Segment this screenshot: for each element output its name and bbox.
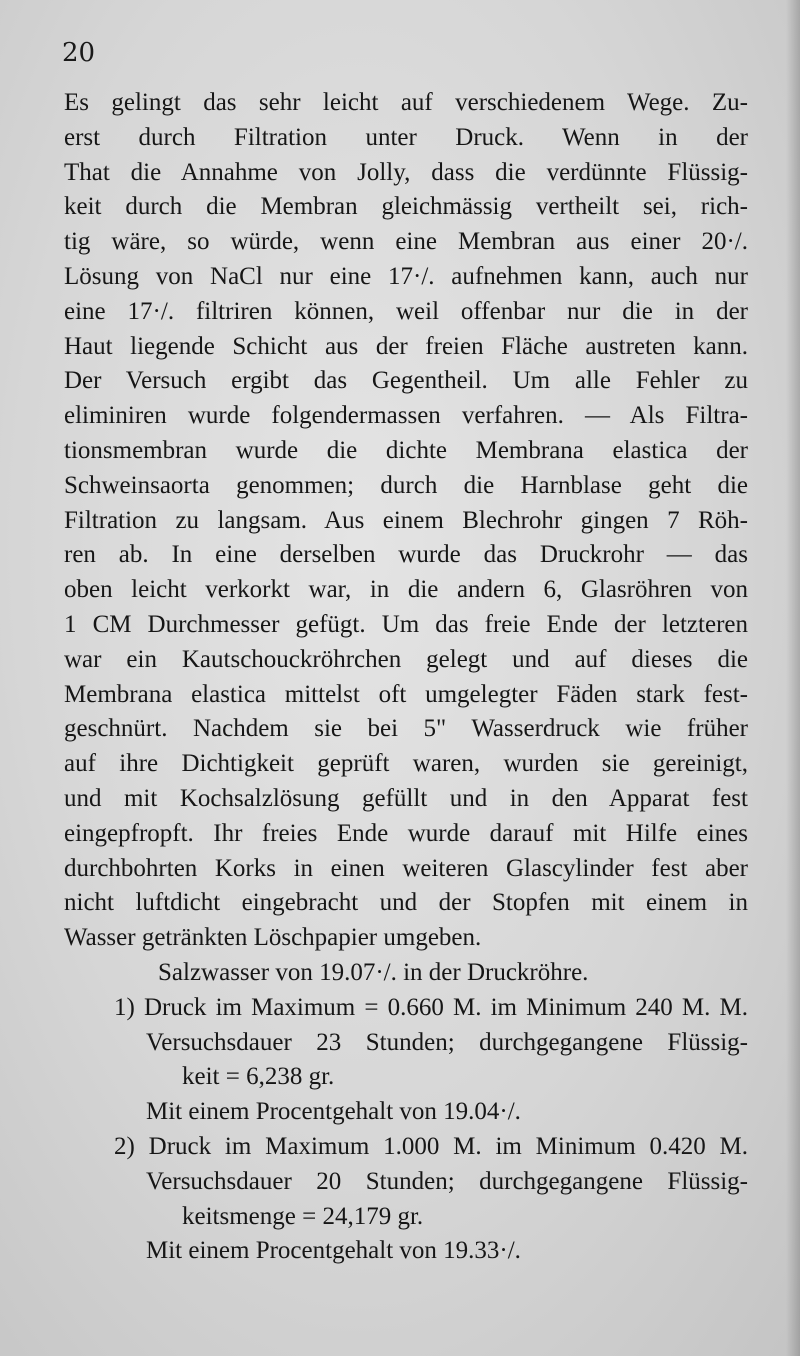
text-line: Membrana elastica mittelst oft umgelegter Fäden stark fest-: [64, 680, 748, 708]
experiment-2-line-3: keitsmenge = 24,179 gr.: [182, 1202, 424, 1230]
experiment-1-line-3: keit = 6,238 gr.: [182, 1063, 335, 1091]
text-line: Filtration zu langsam. Aus einem Blechrohr gingen 7 Röh-: [64, 506, 748, 534]
signature-mark: [218, 1280, 225, 1305]
text-line: 1 CM Durchmesser gefügt. Um das freie Ende der letzteren: [64, 610, 748, 638]
text-line: nicht luftdicht eingebracht und der Stopfen mit einem in: [64, 889, 748, 917]
text-line: Der Versuch ergibt das Gegentheil. Um alle Fehler zu: [64, 367, 748, 395]
text-line: Wasser getränkten Löschpapier umgeben.: [64, 924, 482, 952]
body-text: [64, 86, 748, 1269]
experiment-2-line-4: Mit einem Procentgehalt von 19.33·/.: [146, 1237, 521, 1265]
experiment-2-line-2: Versuchsdauer 20 Stunden; durchgegangene Flüssig-: [146, 1167, 748, 1195]
text-line: Haut liegende Schicht aus der freien Fläche austreten kann.: [64, 332, 748, 360]
text-line: Schweinsaorta genommen; durch die Harnblase geht die: [64, 471, 748, 499]
text-line: keit durch die Membran gleichmässig vertheilt sei, rich-: [64, 193, 748, 221]
text-line: oben leicht verkorkt war, in die andern 6, Glasröhren von: [64, 576, 748, 604]
experiment-1-line-1: 1) Druck im Maximum = 0.660 M. im Minimum 240 M. M.: [114, 993, 748, 1021]
page-edge-shadow: [786, 0, 800, 1356]
text-line: geschnürt. Nachdem sie bei 5" Wasserdruck wie früher: [64, 715, 748, 743]
text-line: war ein Kautschouckröhrchen gelegt und auf dieses die: [64, 645, 748, 673]
text-line: That die Annahme von Jolly, dass die verdünnte Flüssig-: [64, 158, 748, 186]
text-line: Es gelingt das sehr leicht auf verschiedenem Wege. Zu-: [64, 89, 748, 116]
experiment-1-line-4: Mit einem Procentgehalt von 19.04·/.: [146, 1098, 521, 1126]
section-subheading: Salzwasser von 19.07·/. in der Druckröhre.: [158, 958, 589, 986]
text-line: ren ab. In eine derselben wurde das Druckrohr — das: [64, 541, 748, 569]
text-line: eingepfropft. Ihr freies Ende wurde darauf mit Hilfe eines: [64, 819, 748, 847]
text-line: und mit Kochsalzlösung gefüllt und in den Apparat fest: [64, 784, 748, 812]
text-line: durchbohrten Korks in einen weiteren Glascylinder fest aber: [64, 854, 748, 882]
text-line: tionsmembran wurde die dichte Membrana elastica der: [64, 436, 748, 464]
text-line: erst durch Filtration unter Druck. Wenn in der: [64, 123, 748, 151]
text-line: Lösung von NaCl nur eine 17·/. aufnehmen kann, auch nur: [64, 262, 748, 290]
page-number: 20: [62, 38, 96, 68]
text-line: tig wäre, so würde, wenn eine Membran aus einer 20·/.: [64, 228, 748, 256]
text-line: eliminiren wurde folgendermassen verfahren. — Als Filtra-: [64, 402, 748, 430]
experiment-2-line-1: 2) Druck im Maximum 1.000 M. im Minimum 0.420 M.: [114, 1132, 748, 1160]
experiment-1-line-2: Versuchsdauer 23 Stunden; durchgegangene Flüssig-: [146, 1028, 748, 1056]
text-line: eine 17·/. filtriren können, weil offenbar nur die in der: [64, 297, 748, 325]
text-line: auf ihre Dichtigkeit geprüft waren, wurden sie gereinigt,: [64, 750, 748, 778]
